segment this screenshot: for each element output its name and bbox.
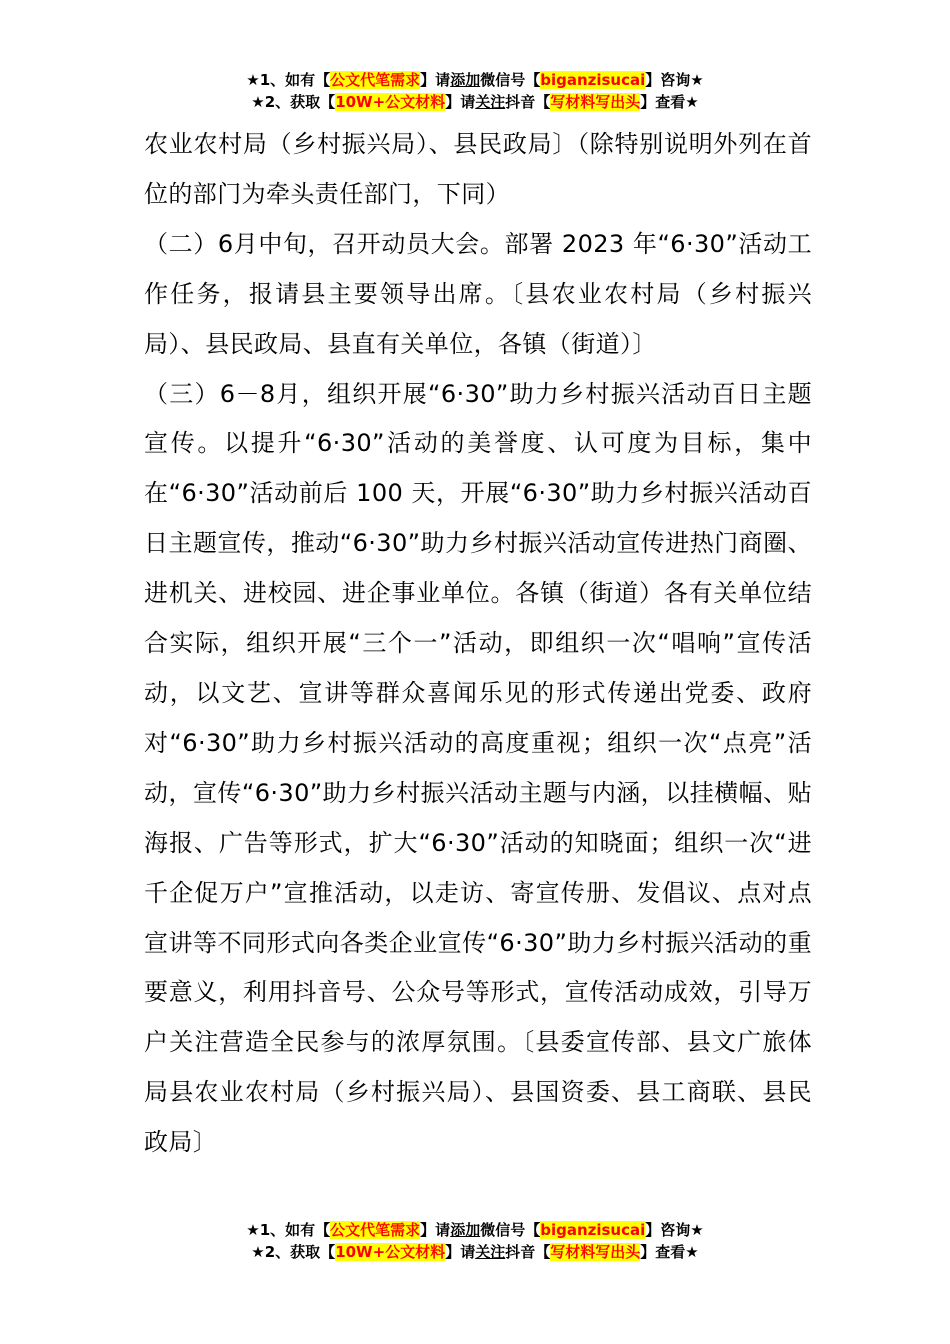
banner-line-1: ★1、如有【公文代笔需求】请添加微信号【biganzisucai】咨询★ <box>246 71 704 89</box>
banner-line-2: ★2、获取【10W+公文材料】请关注抖音【写材料写出头】查看★ <box>251 93 699 111</box>
footer-line-1: ★1、如有【公文代笔需求】请添加微信号【biganzisucai】咨询★ <box>246 1221 704 1239</box>
footer-banner <box>0 1219 950 1263</box>
paragraph-2: （二）6月中旬，召开动员大会。部署 2023 年“6·30”活动工作任务，报请县主要领导出席。〔县农业农村局（乡村振兴局）、县民政局、县直有关单位，各镇（街道）〕 <box>144 229 812 358</box>
paragraph-1: 农业农村局（乡村振兴局）、县民政局〕（除特别说明外列在首位的部门为牵头责任部门，下同） <box>144 130 812 208</box>
footer-line-2: ★2、获取【10W+公文材料】请关注抖音【写材料写出头】查看★ <box>251 1243 699 1261</box>
paragraph-3: （三）6－8月，组织开展“6·30”助力乡村振兴活动百日主题宣传。以提升“6·30”活动的美誉度、认可度为目标，集中在“6·30”活动前后 100 天，开展“6·30”助力乡村振兴活动百日主题宣传，推动“6·30”助力乡村振兴活动宣传进热门商圈、进机关、进校园、进企事业单位。各镇（街道）各有关单位结合实际，组织开展“三个一”活动，即组织一次“唱响”宣传活动，以文艺、宣讲等群众喜闻乐见的形式传递出党委、政府对“6·30”助力乡村振兴活动的高度重视；组织一次“点亮”活动，宣传“6·30”助力乡村振兴活动主题与内涵，以挂横幅、贴海报、广告等形式，扩大“6·30”活动的知晓面；组织一次“进千企促万户”宣推活动，以走访、寄宣传册、发倡议、点对点宣讲等不同形式向各类企业宣传“6·30”助力乡村振兴活动的重要意义，利用抖音号、公众号等形式，宣传活动成效，引导万户关注营造全民参与的浓厚氛围。〔县委宣传部、县文广旅体局县农业农村局（乡村振兴局）、县国资委、县工商联、县民政局〕 <box>144 379 812 1157</box>
document-body <box>144 120 812 1168</box>
header-banner <box>0 69 950 113</box>
